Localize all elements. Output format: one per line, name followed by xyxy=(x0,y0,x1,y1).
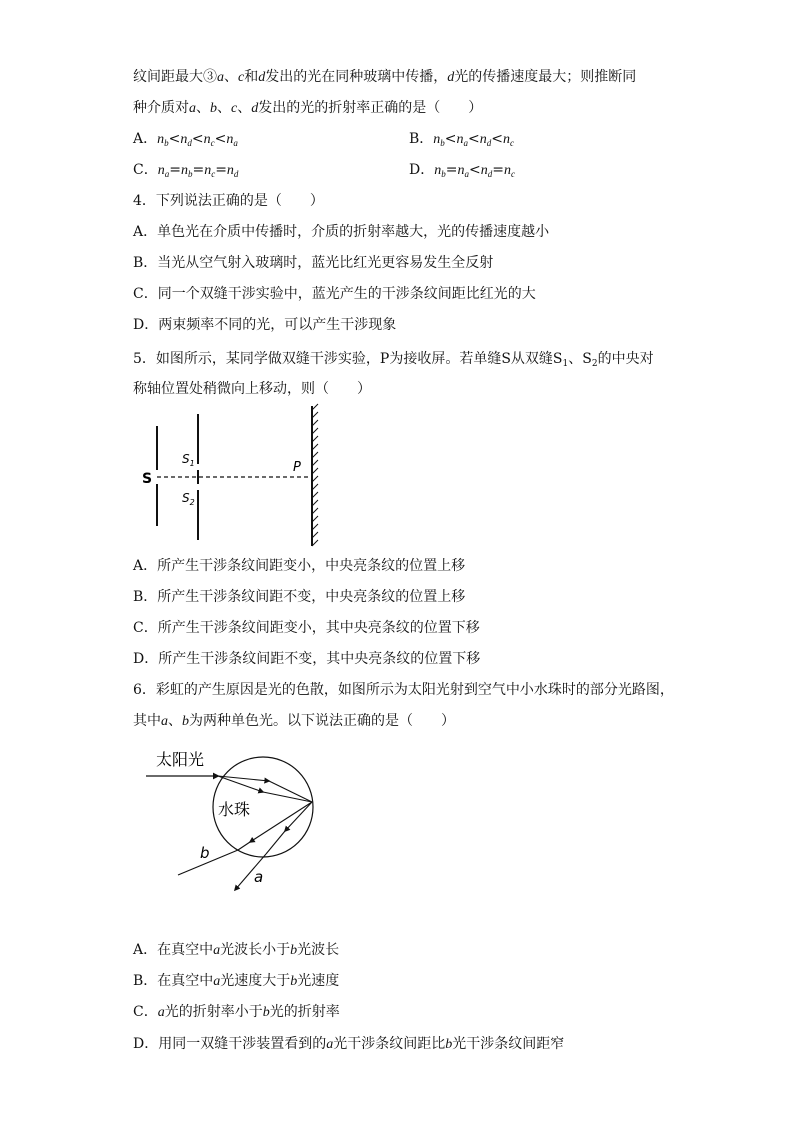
label-s1: $S_1$ xyxy=(182,452,195,468)
ray-b-inside xyxy=(238,842,250,850)
q5-option-a[interactable]: A．所产生干涉条纹间距变小，中央亮条纹的位置上移 xyxy=(133,558,466,574)
q4-option-a[interactable]: A．单色光在介质中传播时，介质的折射率越大，光的传播速度越小 xyxy=(133,224,550,240)
sunlight-label: 太阳光 xyxy=(156,750,205,769)
q5-option-b[interactable]: B．所产生干涉条纹间距不变，中央亮条纹的位置上移 xyxy=(133,589,466,605)
q6-option-d[interactable]: D．用同一双缝干涉装置看到的a光干涉条纹间距比b光干涉条纹间距窄 xyxy=(133,1036,565,1052)
label-s2: $S_2$ xyxy=(182,491,195,507)
water-droplet-figure xyxy=(140,740,330,900)
q3-option-d[interactable]: D．$n_b=n_a<n_d=n_c$ xyxy=(409,162,515,179)
q4-option-d[interactable]: D．两束频率不同的光，可以产生干涉现象 xyxy=(133,317,397,333)
q3-stem-line2: 种介质对a、b、c、d发出的光的折射率正确的是（ ） xyxy=(133,100,483,116)
q6-option-c[interactable]: C．a光的折射率小于b光的折射率 xyxy=(133,1004,340,1020)
ray-upper-to-back xyxy=(269,781,312,802)
double-slit-figure xyxy=(130,400,330,550)
q5-option-c[interactable]: C．所产生干涉条纹间距变小，其中央亮条纹的位置下移 xyxy=(133,620,480,636)
q5-option-d[interactable]: D．所产生干涉条纹间距不变，其中央亮条纹的位置下移 xyxy=(133,651,481,667)
label-a: a xyxy=(254,868,264,886)
q4-option-b[interactable]: B．当光从空气射入玻璃时，蓝光比红光更容易发生全反射 xyxy=(133,255,494,271)
q6-option-a[interactable]: A．在真空中a光波长小于b光波长 xyxy=(133,942,340,958)
q3-option-b[interactable]: B．$n_b<n_a<n_d<n_c$ xyxy=(409,131,514,148)
q3-option-a[interactable]: A．$n_b<n_d<n_c<n_a$ xyxy=(133,131,238,148)
q6-stem-line1: 6．彩虹的产生原因是光的色散，如图所示为太阳光射到空气中小水珠时的部分光路图， xyxy=(133,682,674,698)
ray-a-inside xyxy=(266,831,285,854)
q5-stem-line1: 5．如图所示，某同学做双缝干涉实验，P为接收屏。若单缝S从双缝$S_1$、$S_2$的中央对 xyxy=(133,351,654,369)
ray-lower-to-back xyxy=(263,792,312,802)
label-p: P xyxy=(293,460,301,475)
q6-stem-line2: 其中a、b为两种单色光。以下说法正确的是（ ） xyxy=(133,713,455,729)
q6-option-b[interactable]: B．在真空中a光速度大于b光速度 xyxy=(133,973,340,989)
droplet-label: 水珠 xyxy=(218,800,251,819)
q3-option-c[interactable]: C．$n_a=n_b=n_c=n_d$ xyxy=(133,162,239,179)
label-s: S xyxy=(142,471,153,487)
q4-option-c[interactable]: C．同一个双缝干涉实验中，蓝光产生的干涉条纹间距比红光的大 xyxy=(133,286,536,302)
q3-stem-line1: 纹间距最大③a、c和d发出的光在同种玻璃中传播，d光的传播速度最大；则推断同 xyxy=(133,69,637,85)
q4-stem: 4．下列说法正确的是（ ） xyxy=(133,193,324,209)
q5-stem-line2: 称轴位置处稍微向上移动，则（ ） xyxy=(133,381,371,397)
label-b: b xyxy=(200,844,210,862)
